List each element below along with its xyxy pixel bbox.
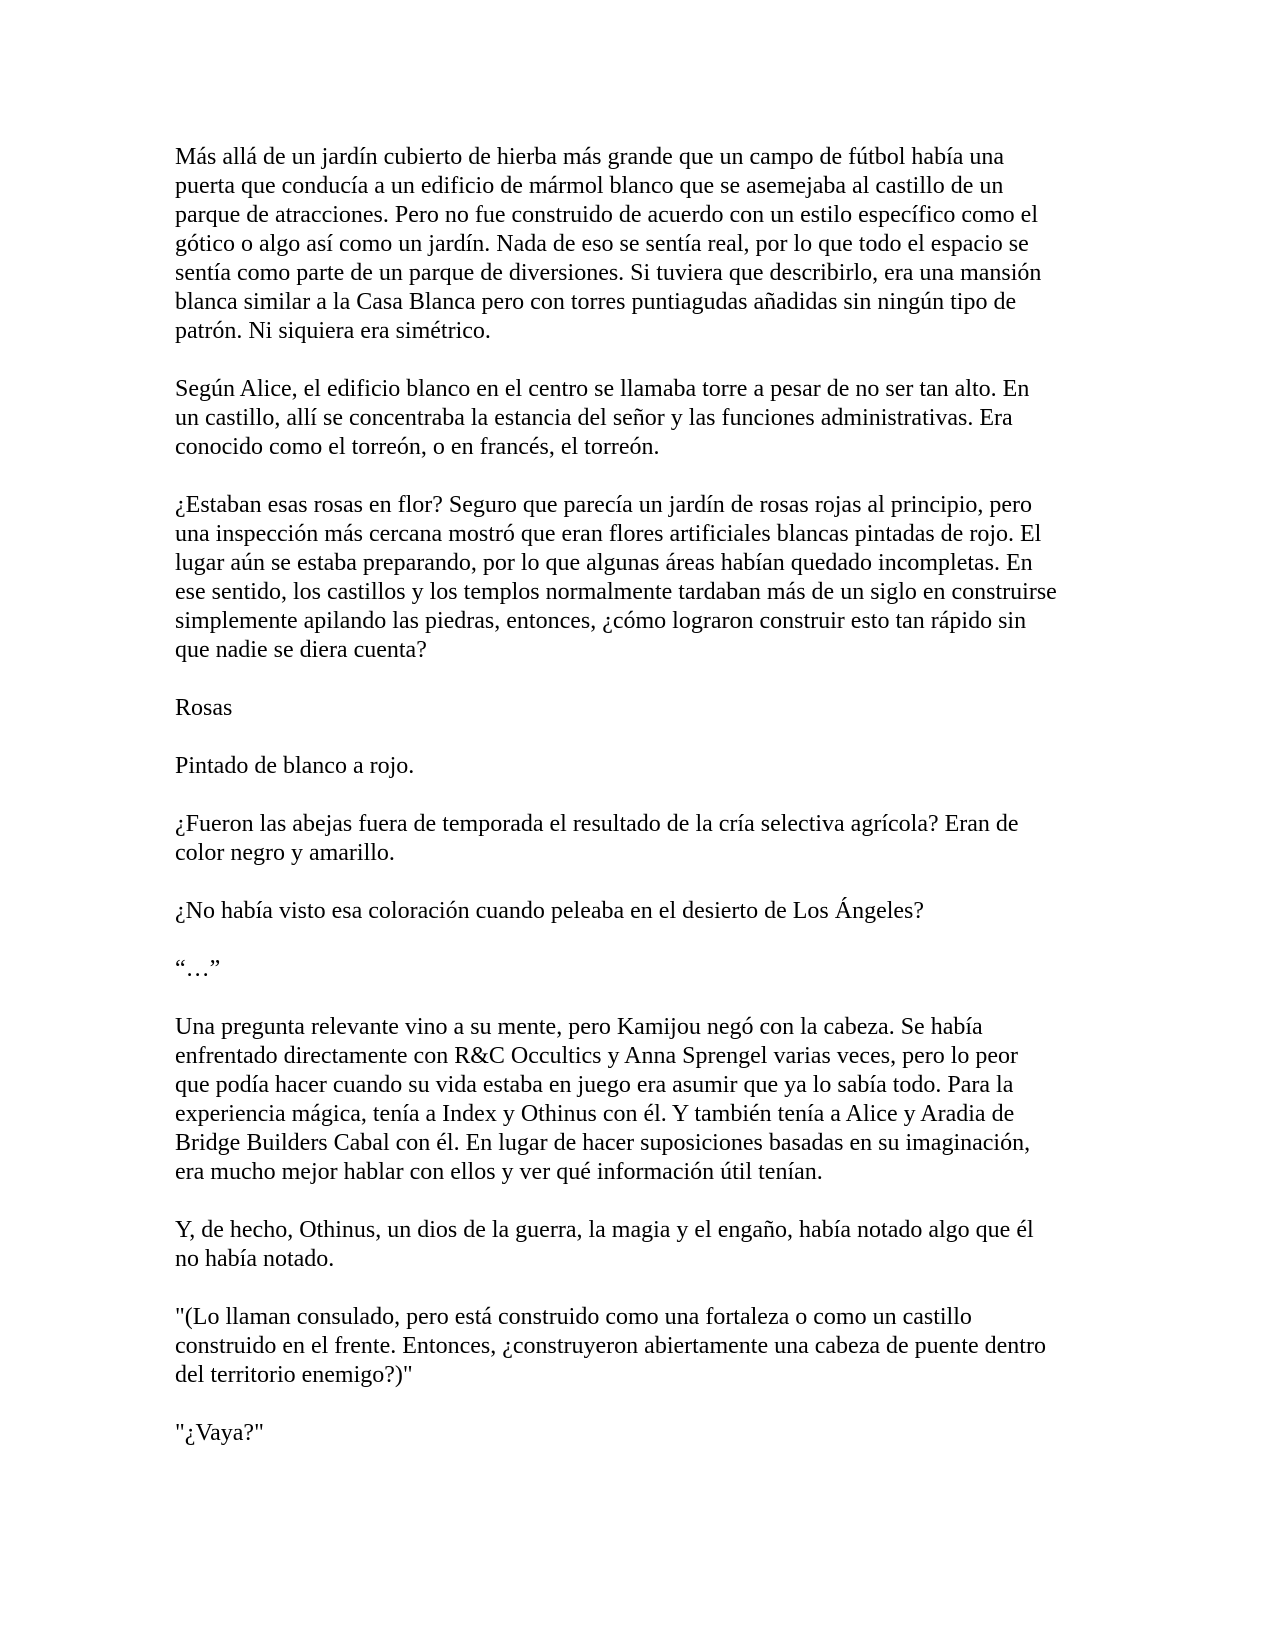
paragraph-10: Y, de hecho, Othinus, un dios de la guerra, la magia y el engaño, había notado algo que él no había notado. [175,1217,1034,1272]
document-page [175,143,1105,1477]
paragraph-12: "¿Vaya?" [175,1420,264,1446]
paragraph-3: ¿Estaban esas rosas en flor? Seguro que parecía un jardín de rosas rojas al principio, pero una inspección más cercana mostró que eran flores artificiales blancas pintadas de rojo. El lugar aún se estaba preparando, por lo que algunas áreas habían quedado incompletas. En ese sentido, los castillos y los templos normalmente tardaban más de un siglo en construirse simplemente apilando las piedras, entonces, ¿cómo lograron construir esto tan rápido sin que nadie se diera cuenta? [175,492,1057,663]
paragraph-6: ¿Fueron las abejas fuera de temporada el resultado de la cría selectiva agrícola? Eran de color negro y amarillo. [175,811,1019,866]
paragraph-11: "(Lo llaman consulado, pero está construido como una fortaleza o como un castillo construido en el frente. Entonces, ¿construyeron abiertamente una cabeza de puente dentro del territorio enemigo?)" [175,1304,1046,1388]
paragraph-8: “…” [175,956,221,982]
paragraph-7: ¿No había visto esa coloración cuando peleaba en el desierto de Los Ángeles? [175,898,925,924]
paragraph-9: Una pregunta relevante vino a su mente, pero Kamijou negó con la cabeza. Se había enfrentado directamente con R&C Occultics y Anna Sprengel varias veces, pero lo peor que podía hacer cuando su vida estaba en juego era asumir que ya lo sabía todo. Para la experiencia mágica, tenía a Index y Othinus con él. Y también tenía a Alice y Aradia de Bridge Builders Cabal con él. En lugar de hacer suposiciones basadas en su imaginación, era mucho mejor hablar con ellos y ver qué información útil tenían. [175,1014,1031,1185]
paragraph-4: Rosas [175,695,233,721]
paragraph-1: Más allá de un jardín cubierto de hierba más grande que un campo de fútbol había una puerta que conducía a un edificio de mármol blanco que se asemejaba al castillo de un parque de atracciones. Pero no fue construido de acuerdo con un estilo específico como el gótico o algo así como un jardín. Nada de eso se sentía real, por lo que todo el espacio se sentía como parte de un parque de diversiones. Si tuviera que describirlo, era una mansión blanca similar a la Casa Blanca pero con torres puntiagudas añadidas sin ningún tipo de patrón. Ni siquiera era simétrico. [175,144,1042,344]
paragraph-2: Según Alice, el edificio blanco en el centro se llamaba torre a pesar de no ser tan alto. En un castillo, allí se concentraba la estancia del señor y las funciones administrativas. Era conocido como el torreón, o en francés, el torreón. [175,376,1030,460]
paragraph-5: Pintado de blanco a rojo. [175,753,415,779]
